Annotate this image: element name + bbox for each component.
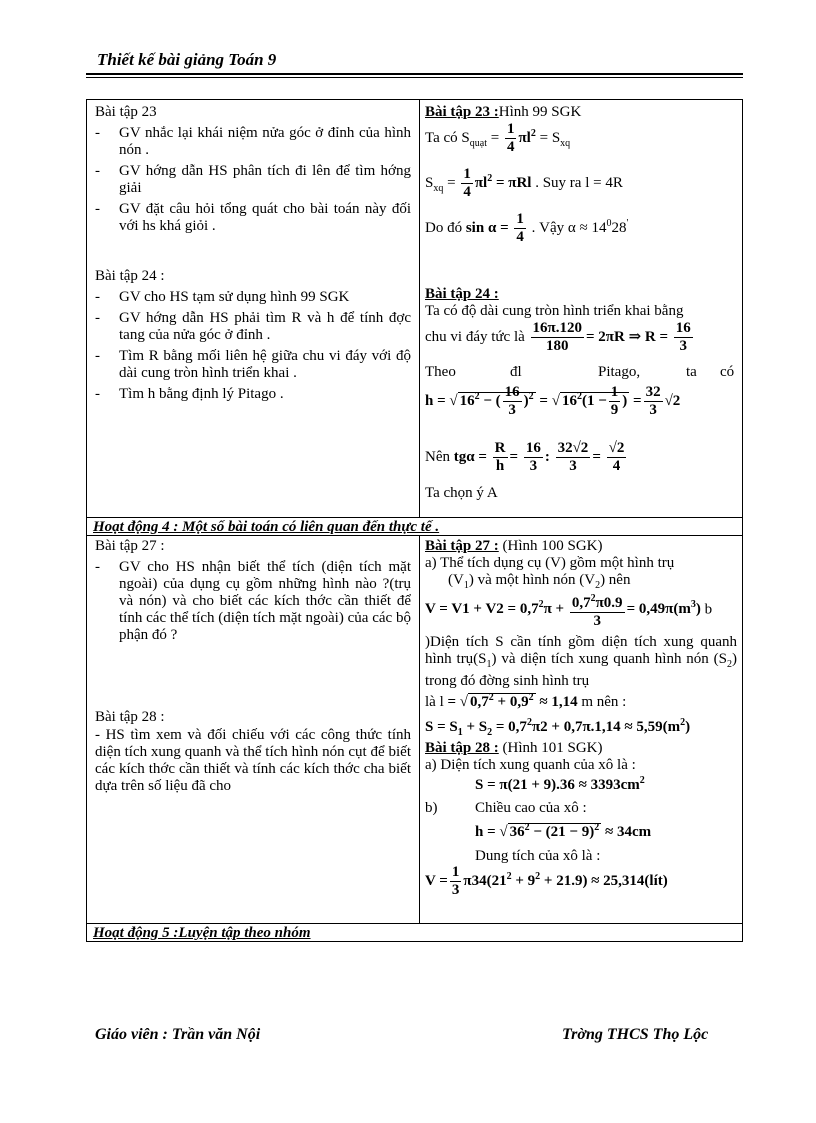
fraction: $\frac{32√2}{3}$: [557, 440, 589, 474]
ex28-left-title: Bài tập 28 :: [95, 709, 165, 725]
ex24-item-3: Tìm R bằng mối liên hệ giữa chu vi đáy với độ dài cung tròn hình triển khai .: [119, 348, 411, 381]
ex27-right-title: Bài tập 27 :: [425, 538, 499, 554]
eq-text: m nên :: [581, 694, 627, 710]
fraction: $\frac{32}{3}$: [645, 384, 661, 418]
fraction: $\frac{1}{4}$: [506, 121, 515, 155]
eq-text: S: [425, 174, 434, 191]
ex24-right-title: [425, 286, 499, 303]
footer-teacher: Giáo viên : Trần văn Nội: [95, 1026, 261, 1043]
section-heading-4: Hoạt động 4 : Một số bài toán có liên quan đến thực tế .: [93, 519, 440, 535]
eq-text: . Vậy α ≈ 14: [531, 219, 607, 236]
fraction: $\frac{0,7^2\pi 0.9}{3}$: [570, 590, 625, 630]
bullet-dash: -: [95, 289, 100, 305]
eq-sub: quạt: [469, 137, 487, 149]
eq-text: b: [704, 601, 713, 618]
fraction: $\frac{√2}{4}$: [608, 440, 625, 474]
ex24-eq-h: h = √ $16^2$ − ( $\frac{16}{3}$ )$^2$ = √ $16^2(1$ − $\frac{1}{9}$ ) = $\frac{32}{3}$ √2: [425, 384, 681, 418]
ex23-left-title: Bài tập 23: [95, 104, 157, 120]
ex27-eq-l: là l = √ $0,7^2 + 0,9^2 \approx 1,14$ m nên :: [425, 692, 627, 710]
fraction: $\frac{16}{3}$: [504, 384, 520, 418]
ex27-eq-s: $S = S_1 + S_2 = 0,7^2\pi 2 + 0,7\pi.1,14 \approx 5,59(m^2)$: [425, 717, 691, 738]
ex27-left-title: Bài tập 27 :: [95, 538, 165, 554]
ex24-theo-w1: Theo: [425, 364, 456, 380]
row-divider: [86, 517, 743, 518]
eq-text: = S: [539, 129, 561, 146]
ex23-right-heading: [425, 104, 581, 121]
fraction: $\frac{1}{3}$: [451, 864, 460, 898]
ex24-right-title-text: Bài tập 24 :: [425, 286, 499, 302]
row-divider: [86, 923, 743, 924]
ex23-eq-3: Do đó sin α = $\frac{1}{4}$ . Vậy $\alpha \approx 14^028'$: [425, 211, 629, 245]
eq-sub: 2: [727, 659, 732, 670]
eq-sub: 2: [595, 580, 601, 591]
column-divider: [419, 535, 420, 923]
ex28-eq-h: h = √ $36^2 - (21 - 9)^2 \approx 34cm$: [475, 822, 652, 840]
ex23-item-3: GV đặt câu hỏi tổng quát cho bài toán này đối với hs khá giỏi .: [119, 201, 411, 234]
ex23-item-2: GV hớng dẫn HS phân tích đi lên để tìm hớng giải: [119, 163, 411, 196]
eq-text: là l: [425, 694, 444, 710]
ex24-theo-w5: có: [720, 364, 735, 380]
section-heading-5: Hoạt động 5 :Luyện tập theo nhóm: [93, 925, 311, 941]
eq-text: . Suy ra l = 4R: [535, 174, 623, 191]
ex23-eq-2: $S_{xq}$ = $\frac{1}{4}$ $\pi l^2 = \pi Rl$ . Suy ra l = 4R: [425, 166, 623, 200]
ex24-theo-w4: ta: [686, 364, 697, 380]
eq-sub: 1: [463, 580, 469, 591]
ex28-right-ref: (Hình 101 SGK): [502, 740, 603, 756]
eq-text: Ta có S: [425, 129, 470, 146]
footer-school: Trờng THCS Thọ Lộc: [562, 1026, 709, 1043]
eq-text: Nên: [425, 448, 450, 465]
header-rule-thin: [86, 77, 743, 78]
ex27-right-heading: [425, 538, 603, 555]
ex24-theo-w3: Pitago,: [598, 364, 641, 380]
eq-text: chu vi đáy tức là: [425, 328, 525, 345]
fraction: $\frac{16}{3}$: [675, 320, 691, 354]
eq-text: ) nên: [600, 572, 631, 588]
ex28-right-heading: [425, 740, 603, 757]
eq-text: ) trong đó đờng sinh hình trụ: [425, 651, 737, 689]
ex24-item-4: Tìm h bằng định lý Pitago .: [119, 386, 284, 402]
ex27-eq-volume: $V = V1 + V2 = 0,7^2\pi$ + $\frac{0,7^2\pi 0.9}{3}$ = $0,49\pi(m^3)$ b: [425, 590, 712, 630]
fraction: $\frac{16\pi.120}{180}$: [532, 320, 582, 354]
ex24-theo-w2: đl: [510, 364, 522, 380]
bullet-dash: -: [95, 310, 100, 326]
ex27-a-line-1: a) Thể tích dụng cụ (V) gồm một hình trụ: [425, 555, 675, 571]
fraction: $\frac{R}{h}$: [494, 440, 506, 474]
ex28-b-label: b): [425, 800, 438, 816]
ex24-eq-1: chu vi đáy tức là $\frac{16\pi.120}{180}$ = 2πR ⇒ R = $\frac{16}{3}$: [425, 320, 691, 354]
ex23-eq-1: Ta có $S_{quạt}$ = $\frac{1}{4}$ $\pi l^2 = S_{xq}$: [425, 121, 571, 155]
fraction: $\frac{16}{3}$: [525, 440, 541, 474]
eq-sub: xq: [433, 182, 444, 194]
ex27-b-text: [425, 634, 737, 690]
ex27-right-ref: (Hình 100 SGK): [502, 538, 603, 554]
eq-text: (V: [448, 572, 464, 588]
ex24-line-answer: Ta chọn ý A: [425, 485, 498, 501]
eq-text: ) và một hình nón (V: [468, 572, 596, 588]
header-rule: [86, 73, 743, 75]
ex23-right-title: Bài tập 23 :: [425, 104, 499, 120]
bullet-dash: -: [95, 559, 100, 575]
ex27-item: GV cho HS nhận biết thể tích (diện tích mặt ngoài) của dụng cụ gồm những hình nào ?(trụ và nón) và cho biết các kích thớc cần thiết để tính các thể tích (diện tích mặt ngoài) của các bộ phận đó ?: [119, 559, 411, 643]
eq-text: ) và diện tích xung quanh hình nón (S: [491, 651, 727, 667]
ex24-item-2: GV hớng dẫn HS phải tìm R và h để tính đợc tang của nửa góc ở đỉnh .: [119, 310, 411, 343]
ex28-right-title: Bài tập 28 :: [425, 740, 499, 756]
ex28-eq-s: $S = \pi(21 + 9).36 \approx 3393cm^2$: [475, 775, 645, 793]
ex24-item-1: GV cho HS tạm sử dụng hình 99 SGK: [119, 289, 350, 305]
bullet-dash: -: [95, 163, 100, 179]
column-divider: [419, 99, 420, 517]
ex24-left-title: Bài tập 24 :: [95, 268, 165, 284]
ex28-a-line: a) Diện tích xung quanh của xô là :: [425, 757, 636, 773]
ex24-line-1: Ta có độ dài cung tròn hình triển khai bằng: [425, 303, 684, 319]
ex28-c-line: Dung tích của xô là :: [475, 848, 601, 864]
bullet-dash: -: [95, 125, 100, 141]
ex24-eq-tg: Nên tgα = $\frac{R}{h}$ = $\frac{16}{3}$ : $\frac{32√2}{3}$ = $\frac{√2}{4}$: [425, 440, 625, 474]
fraction: $\frac{1}{4}$: [463, 166, 471, 200]
ex28-b-line: Chiều cao của xô :: [475, 800, 587, 816]
bullet-dash: -: [95, 386, 100, 402]
ex28-item: - HS tìm xem và đối chiếu với các công thức tính diện tích xung quanh và thể tích hình nón cụt để biết các kích thớc cần thiết và tính các kích thớc cha biết dựa trên số liệu đã cho: [95, 727, 411, 794]
eq-sup: ': [626, 217, 629, 229]
eq-text: Do đó: [425, 219, 463, 236]
ex28-eq-v: V = $\frac{1}{3}$ $\pi 34(21^2 + 9^2 + 21.9)$ ≈ 25,314(lít): [425, 864, 668, 898]
eq-text: )Diện tích S cần tính gồm diện tích xung quanh hình trụ(S: [425, 634, 737, 667]
ex23-right-ref: Hình 99 SGK: [498, 104, 582, 120]
eq-sub: 1: [486, 659, 492, 670]
bullet-dash: -: [95, 348, 100, 364]
fraction: $\frac{1}{9}$: [610, 384, 619, 418]
bullet-dash: -: [95, 201, 100, 217]
table-top-border: [86, 99, 743, 100]
eq-sup: 0: [606, 217, 612, 229]
eq-text: 28: [611, 219, 627, 236]
ex23-item-1: GV nhắc lại khái niệm nửa góc ở đỉnh của hình nón .: [119, 125, 411, 158]
fraction: $\frac{1}{4}$: [516, 211, 524, 245]
eq-sub: xq: [560, 137, 571, 149]
page-header-title: Thiết kế bài giảng Toán 9: [97, 50, 277, 69]
